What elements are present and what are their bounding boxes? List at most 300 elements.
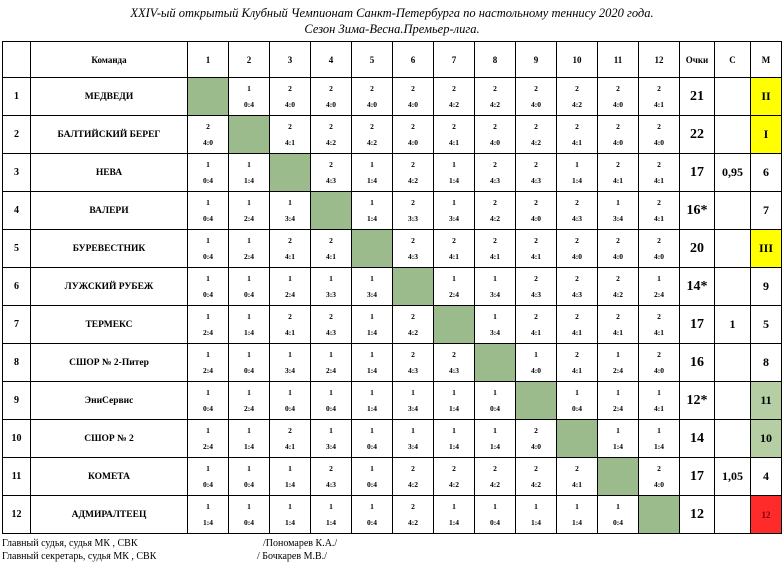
team-name: НЕВА [31,154,188,192]
match-points: 1 [616,501,620,511]
match-points: 1 [329,387,333,397]
match-points: 1 [534,501,538,511]
match-score: 4:3 [531,289,541,299]
match-cell [557,154,598,192]
match-score: 2:4 [244,213,254,223]
match-points: 2 [411,83,415,93]
match-cell [598,382,639,420]
match-cell [188,382,229,420]
match-points: 1 [247,425,251,435]
match-points: 1 [657,273,661,283]
match-score: 4:2 [449,479,459,489]
match-score: 4:0 [408,137,418,147]
diagonal-cell [434,306,475,344]
match-cell [352,458,393,496]
match-points: 1 [206,273,210,283]
match-points: 2 [452,463,456,473]
match-points: 1 [534,349,538,359]
match-score: 0:4 [203,479,213,489]
match-points: 1 [247,501,251,511]
team-coefficient: 0,95 [715,154,751,192]
match-score: 4:0 [203,137,213,147]
match-cell [393,496,434,534]
match-cell [393,344,434,382]
row-number: 4 [3,192,31,230]
match-score: 0:4 [572,403,582,413]
match-points: 1 [329,349,333,359]
match-score: 1:4 [244,327,254,337]
match-points: 2 [616,159,620,169]
match-cell [311,116,352,154]
match-cell [475,116,516,154]
table-row [3,420,782,458]
row-number: 1 [3,78,31,116]
match-points: 2 [657,311,661,321]
match-score: 4:0 [572,251,582,261]
match-cell [393,306,434,344]
header-col-5: 5 [352,42,393,78]
match-cell [229,306,270,344]
header-col-1: 1 [188,42,229,78]
header-col-2: 2 [229,42,270,78]
match-points: 1 [370,349,374,359]
match-points: 1 [575,387,579,397]
match-score: 4:0 [654,365,664,375]
match-cell [598,496,639,534]
match-score: 0:4 [367,517,377,527]
match-score: 0:4 [203,403,213,413]
team-points: 17 [680,458,715,496]
match-points: 2 [616,83,620,93]
match-cell [311,306,352,344]
match-cell [270,382,311,420]
match-score: 4:3 [531,175,541,185]
table-row [3,458,782,496]
match-cell [557,382,598,420]
match-score: 4:0 [613,137,623,147]
team-points: 17 [680,306,715,344]
team-name: ЭниСервис [31,382,188,420]
match-points: 1 [206,501,210,511]
match-points: 2 [493,159,497,169]
match-cell [475,382,516,420]
match-score: 4:0 [408,99,418,109]
match-points: 2 [411,121,415,131]
table-row [3,268,782,306]
header-place: М [751,42,782,78]
match-cell [434,420,475,458]
match-points: 1 [288,273,292,283]
match-points: 2 [493,83,497,93]
match-points: 2 [329,311,333,321]
team-name: ЛУЖСКИЙ РУБЕЖ [31,268,188,306]
match-cell [270,230,311,268]
diagonal-cell [352,230,393,268]
match-cell [311,420,352,458]
match-cell [475,78,516,116]
team-coefficient [715,230,751,268]
match-score: 4:3 [449,365,459,375]
match-points: 2 [493,121,497,131]
match-cell [229,78,270,116]
team-coefficient [715,78,751,116]
match-score: 4:1 [449,251,459,261]
match-score: 4:0 [613,251,623,261]
team-place: II [751,78,782,116]
match-score: 1:4 [531,517,541,527]
match-cell [352,496,393,534]
match-score: 0:4 [285,403,295,413]
header-num [3,42,31,78]
diagonal-cell [557,420,598,458]
team-name: СШОР № 2-Питер [31,344,188,382]
match-points: 1 [288,349,292,359]
match-points: 1 [493,273,497,283]
match-score: 3:4 [285,213,295,223]
match-cell [516,78,557,116]
match-score: 3:4 [449,213,459,223]
results-table [2,41,782,534]
secretary-name: / Бочкарев М.В./ [257,551,327,562]
match-cell [188,116,229,154]
match-cell [557,192,598,230]
row-number: 6 [3,268,31,306]
match-score: 4:0 [531,365,541,375]
match-cell [516,268,557,306]
match-score: 4:1 [326,251,336,261]
match-points: 1 [370,501,374,511]
match-points: 1 [329,273,333,283]
match-score: 0:4 [244,99,254,109]
table-row [3,154,782,192]
match-score: 1:4 [367,213,377,223]
match-cell [270,344,311,382]
match-points: 1 [493,311,497,321]
match-cell [434,344,475,382]
match-score: 0:4 [244,289,254,299]
match-score: 4:0 [285,99,295,109]
match-score: 1:4 [449,441,459,451]
match-points: 2 [534,311,538,321]
match-points: 1 [452,501,456,511]
match-cell [188,306,229,344]
match-points: 1 [616,387,620,397]
match-score: 4:3 [326,479,336,489]
row-number: 10 [3,420,31,458]
match-score: 2:4 [285,289,295,299]
match-score: 1:4 [490,441,500,451]
match-score: 4:2 [408,327,418,337]
match-cell [598,230,639,268]
match-points: 2 [288,121,292,131]
match-score: 2:4 [326,365,336,375]
match-cell [639,78,680,116]
judge-name: /Пономарев К.А./ [263,538,338,549]
match-cell [270,192,311,230]
table-row [3,344,782,382]
team-coefficient [715,268,751,306]
match-cell [393,192,434,230]
match-cell [639,420,680,458]
match-score: 4:1 [654,327,664,337]
match-points: 2 [452,349,456,359]
match-cell [639,116,680,154]
match-score: 4:3 [326,327,336,337]
match-points: 1 [370,273,374,283]
team-place: 4 [751,458,782,496]
match-cell [639,458,680,496]
match-points: 2 [616,273,620,283]
table-row [3,116,782,154]
match-cell [598,192,639,230]
row-number: 3 [3,154,31,192]
row-number: 5 [3,230,31,268]
match-cell [352,154,393,192]
match-score: 4:3 [408,365,418,375]
header-col-9: 9 [516,42,557,78]
match-points: 1 [452,197,456,207]
match-points: 1 [206,349,210,359]
match-cell [475,306,516,344]
match-points: 2 [534,197,538,207]
match-points: 2 [411,349,415,359]
match-score: 1:4 [244,175,254,185]
match-cell [639,306,680,344]
match-points: 1 [452,159,456,169]
match-points: 2 [534,273,538,283]
match-score: 0:4 [203,251,213,261]
judge-label: Главный судья, судья МК , СВК [2,538,138,549]
match-cell [393,116,434,154]
team-name: МЕДВЕДИ [31,78,188,116]
match-score: 4:1 [572,327,582,337]
header-coef: С [715,42,751,78]
team-name: БУРЕВЕСТНИК [31,230,188,268]
match-points: 2 [452,121,456,131]
match-score: 3:4 [408,441,418,451]
match-score: 1:4 [367,327,377,337]
team-name: ВАЛЕРИ [31,192,188,230]
table-row [3,230,782,268]
match-score: 1:4 [449,403,459,413]
match-points: 2 [493,235,497,245]
match-points: 2 [288,425,292,435]
match-points: 2 [411,159,415,169]
match-score: 1:4 [285,517,295,527]
match-score: 1:4 [449,517,459,527]
match-cell [598,420,639,458]
match-points: 2 [657,349,661,359]
match-points: 2 [493,463,497,473]
match-cell [270,268,311,306]
match-score: 4:1 [285,137,295,147]
match-score: 4:2 [613,289,623,299]
match-cell [188,496,229,534]
match-points: 2 [452,235,456,245]
match-score: 4:3 [572,289,582,299]
match-points: 2 [575,463,579,473]
match-cell [229,192,270,230]
header-col-6: 6 [393,42,434,78]
match-points: 2 [206,121,210,131]
match-score: 0:4 [490,403,500,413]
match-score: 2:4 [449,289,459,299]
match-cell [557,268,598,306]
row-number: 9 [3,382,31,420]
match-cell [598,306,639,344]
match-cell [639,268,680,306]
match-points: 1 [247,463,251,473]
match-points: 1 [616,349,620,359]
match-score: 4:0 [531,99,541,109]
match-score: 3:3 [408,213,418,223]
match-score: 3:4 [285,365,295,375]
row-number: 2 [3,116,31,154]
match-points: 1 [247,197,251,207]
match-score: 4:0 [531,441,541,451]
diagonal-cell [598,458,639,496]
match-points: 1 [411,387,415,397]
match-score: 0:4 [203,175,213,185]
match-score: 2:4 [613,365,623,375]
match-points: 2 [534,121,538,131]
match-score: 3:4 [490,289,500,299]
match-points: 1 [288,463,292,473]
match-points: 2 [411,311,415,321]
team-coefficient [715,344,751,382]
match-score: 4:0 [367,99,377,109]
match-score: 4:1 [490,251,500,261]
match-score: 0:4 [244,479,254,489]
match-cell [557,344,598,382]
match-score: 1:4 [449,175,459,185]
match-points: 2 [616,311,620,321]
match-score: 1:4 [572,175,582,185]
team-coefficient: 1,05 [715,458,751,496]
match-cell [270,306,311,344]
match-cell [434,78,475,116]
table-header-row [3,42,782,78]
match-score: 4:1 [654,175,664,185]
match-points: 2 [411,235,415,245]
team-points: 21 [680,78,715,116]
team-coefficient: 1 [715,306,751,344]
match-score: 3:4 [490,327,500,337]
match-cell [270,420,311,458]
team-name: ТЕРМЕКС [31,306,188,344]
match-score: 4:1 [449,137,459,147]
diagonal-cell [311,192,352,230]
team-points: 22 [680,116,715,154]
match-score: 4:3 [408,251,418,261]
match-score: 4:3 [326,175,336,185]
match-score: 4:2 [449,99,459,109]
match-points: 2 [370,121,374,131]
team-points: 16 [680,344,715,382]
match-points: 1 [206,387,210,397]
match-score: 4:1 [572,137,582,147]
match-score: 4:3 [490,175,500,185]
match-score: 3:4 [326,441,336,451]
match-cell [639,154,680,192]
match-score: 3:4 [367,289,377,299]
match-cell [557,306,598,344]
match-cell [434,192,475,230]
match-cell [516,230,557,268]
match-score: 4:0 [531,213,541,223]
match-cell [557,116,598,154]
match-points: 2 [534,159,538,169]
match-score: 4:2 [531,137,541,147]
match-points: 1 [575,159,579,169]
team-name: СШОР № 2 [31,420,188,458]
match-score: 2:4 [613,403,623,413]
team-coefficient [715,382,751,420]
match-cell [475,268,516,306]
match-points: 2 [493,197,497,207]
match-points: 1 [452,273,456,283]
row-number: 8 [3,344,31,382]
team-place: 11 [751,382,782,420]
match-points: 2 [288,311,292,321]
match-cell [598,268,639,306]
match-cell [434,458,475,496]
diagonal-cell [393,268,434,306]
match-cell [434,268,475,306]
match-cell [393,420,434,458]
match-cell [557,230,598,268]
team-place: 10 [751,420,782,458]
team-place: 7 [751,192,782,230]
match-cell [557,496,598,534]
match-cell [598,116,639,154]
match-score: 4:0 [490,137,500,147]
match-points: 1 [288,501,292,511]
match-cell [434,382,475,420]
match-score: 4:2 [408,175,418,185]
table-row [3,192,782,230]
match-points: 1 [247,159,251,169]
team-name: АДМИРАЛТЕЕЦ [31,496,188,534]
match-cell [311,78,352,116]
match-cell [516,344,557,382]
match-score: 4:1 [613,175,623,185]
match-cell [434,154,475,192]
match-points: 2 [411,501,415,511]
match-cell [352,344,393,382]
match-score: 0:4 [490,517,500,527]
match-cell [434,496,475,534]
match-points: 2 [657,197,661,207]
match-points: 1 [247,235,251,245]
match-points: 2 [411,463,415,473]
match-cell [270,78,311,116]
match-points: 1 [247,83,251,93]
match-points: 2 [452,83,456,93]
match-cell [188,154,229,192]
match-points: 2 [657,121,661,131]
match-cell [352,382,393,420]
match-points: 2 [288,83,292,93]
match-cell [188,192,229,230]
match-cell [475,420,516,458]
match-points: 1 [452,387,456,397]
match-score: 2:4 [244,403,254,413]
match-points: 2 [575,273,579,283]
row-number: 7 [3,306,31,344]
match-score: 2:4 [203,365,213,375]
diagonal-cell [188,78,229,116]
